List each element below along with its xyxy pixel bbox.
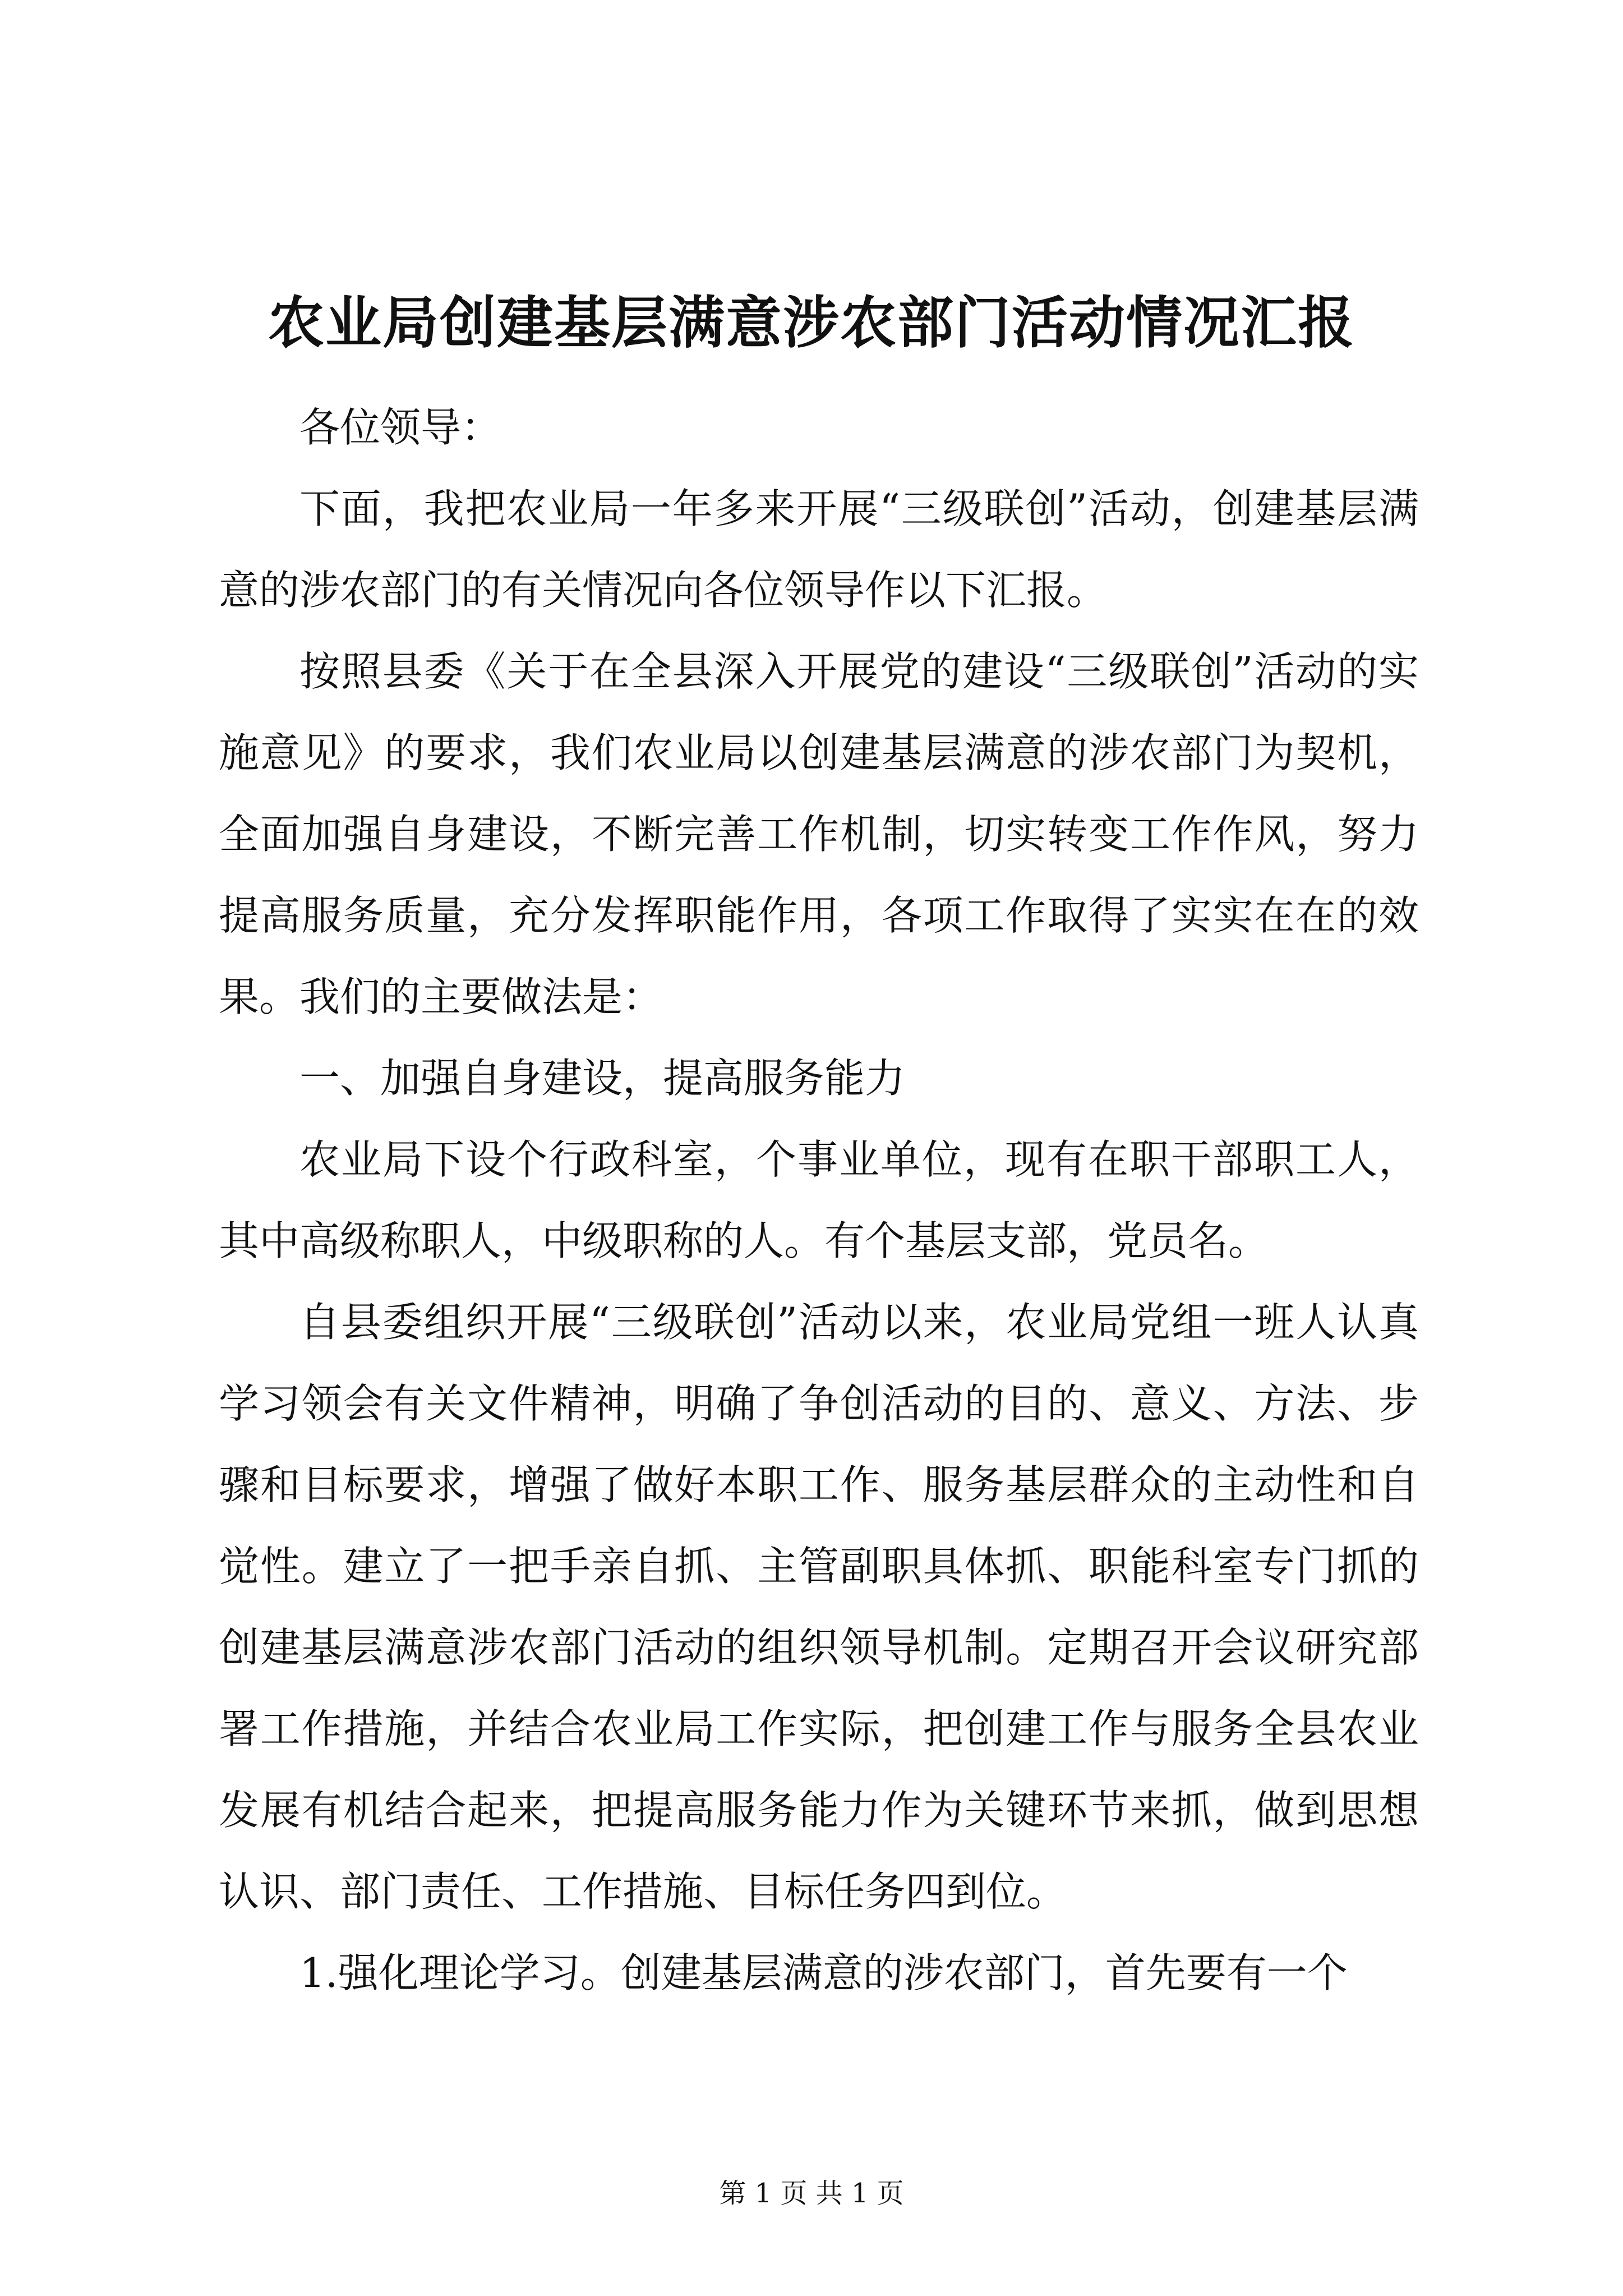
document-title: 农业局创建基层满意涉农部门活动情况汇报 <box>268 289 1355 356</box>
background-paragraph: 按照县委《关于在全县深入开展党的建设“三级联创”活动的实施意见》的要求，我们农业局以创建基层满意的涉农部门为契机，全面加强自身建设，不断完善工作机制，切实转变工作作风，努力提高服务质量，充分发挥职能作用，各项工作取得了实实在在的效果。我们的主要做法是： <box>219 648 1419 1020</box>
activity-paragraph: 自县委组织开展“三级联创”活动以来，农业局党组一班人认真学习领会有关文件精神，明确了争创活动的目的、意义、方法、步骤和目标要求，增强了做好本职工作、服务基层群众的主动性和自觉性。建立了一把手亲自抓、主管副职具体抓、职能科室专门抓的创建基层满意涉农部门活动的组织领导机制。定期召开会议研究部署工作措施，并结合农业局工作实际，把创建工作与服务全县农业发展有机结合起来，把提高服务能力作为关键环节来抓，做到思想认识、部门责任、工作措施、目标任务四到位。 <box>219 1299 1419 1915</box>
intro-paragraph: 下面，我把农业局一年多来开展“三级联创”活动，创建基层满意的涉农部门的有关情况向各位领导作以下汇报。 <box>219 485 1419 614</box>
study-paragraph: 1.强化理论学习。创建基层满意的涉农部门，首先要有一个 <box>299 1949 1348 1996</box>
staff-paragraph: 农业局下设个行政科室，个事业单位，现有在职干部职工人，其中高级称职人，中级职称的人。有个基层支部，党员名。 <box>219 1136 1419 1264</box>
document-body <box>219 387 1419 2014</box>
page-footer: 第 1 页 共 1 页 <box>719 2178 904 2209</box>
salutation: 各位领导： <box>299 404 502 451</box>
section-heading: 一、加强自身建设，提高服务能力 <box>299 1055 906 1102</box>
